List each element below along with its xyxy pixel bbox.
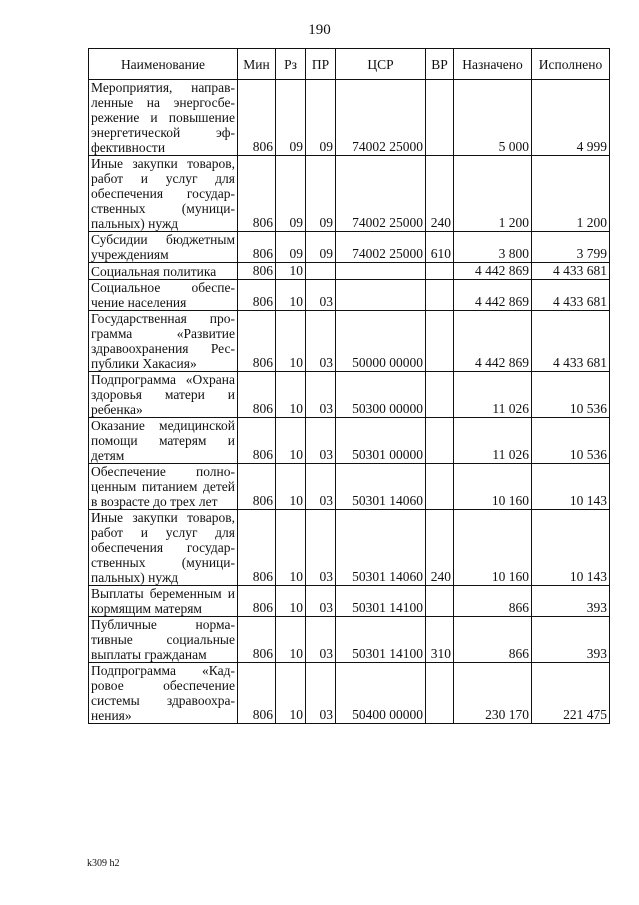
cell-pr: 09 — [306, 156, 336, 232]
cell-assigned: 10 160 — [454, 464, 532, 510]
cell-rz: 10 — [276, 663, 306, 724]
page-number: 190 — [308, 22, 331, 38]
cell-vr — [426, 663, 454, 724]
cell-pr: 03 — [306, 617, 336, 663]
cell-executed: 221 475 — [532, 663, 610, 724]
cell-name: Социальное обеспечение населения — [89, 280, 238, 311]
cell-vr: 310 — [426, 617, 454, 663]
table-row — [89, 156, 610, 232]
cell-assigned: 4 442 869 — [454, 263, 532, 280]
header-csr: ЦСР — [336, 49, 426, 80]
cell-pr — [306, 263, 336, 280]
cell-executed: 4 433 681 — [532, 311, 610, 372]
cell-name: Оказание медицинской помощи матерям и детям — [89, 418, 238, 464]
cell-rz: 09 — [276, 80, 306, 156]
cell-assigned: 230 170 — [454, 663, 532, 724]
cell-csr: 50301 14060 — [336, 464, 426, 510]
cell-pr: 03 — [306, 280, 336, 311]
header-assigned: Назначено — [454, 49, 532, 80]
cell-vr — [426, 263, 454, 280]
cell-executed: 4 999 — [532, 80, 610, 156]
budget-table — [88, 48, 610, 724]
cell-executed: 10 536 — [532, 418, 610, 464]
cell-csr: 74002 25000 — [336, 156, 426, 232]
table-row — [89, 586, 610, 617]
cell-assigned: 866 — [454, 586, 532, 617]
cell-name: Подпрограмма «Охрана здоровья матери и ребенка» — [89, 372, 238, 418]
cell-csr — [336, 263, 426, 280]
cell-name: Подпрограмма «Кадровое обеспечение системы здравоохранения» — [89, 663, 238, 724]
cell-csr: 50301 00000 — [336, 418, 426, 464]
cell-min: 806 — [238, 263, 276, 280]
cell-min: 806 — [238, 232, 276, 263]
cell-name: Иные закупки товаров, работ и услуг для обеспечения государственных (муниципальных) нужд — [89, 510, 238, 586]
header-vr: ВР — [426, 49, 454, 80]
header-name: Наименование — [89, 49, 238, 80]
cell-vr — [426, 80, 454, 156]
cell-rz: 10 — [276, 311, 306, 372]
cell-assigned: 4 442 869 — [454, 280, 532, 311]
header-min: Мин — [238, 49, 276, 80]
table-row — [89, 510, 610, 586]
cell-min: 806 — [238, 510, 276, 586]
cell-assigned: 11 026 — [454, 372, 532, 418]
table-row — [89, 263, 610, 280]
cell-assigned: 5 000 — [454, 80, 532, 156]
cell-vr — [426, 311, 454, 372]
cell-pr: 03 — [306, 663, 336, 724]
cell-min: 806 — [238, 464, 276, 510]
cell-name: Государственная программа «Развитие здравоохранения Республики Хакасия» — [89, 311, 238, 372]
header-executed: Исполнено — [532, 49, 610, 80]
cell-vr — [426, 586, 454, 617]
cell-name: Публичные нормативные социальные выплаты гражданам — [89, 617, 238, 663]
cell-executed: 1 200 — [532, 156, 610, 232]
cell-pr: 03 — [306, 510, 336, 586]
cell-rz: 10 — [276, 418, 306, 464]
cell-name: Субсидии бюджетным учреждениям — [89, 232, 238, 263]
cell-name: Социальная политика — [89, 263, 238, 280]
table-row — [89, 464, 610, 510]
cell-rz: 09 — [276, 232, 306, 263]
cell-min: 806 — [238, 586, 276, 617]
cell-csr: 74002 25000 — [336, 80, 426, 156]
cell-rz: 10 — [276, 263, 306, 280]
table-row — [89, 617, 610, 663]
cell-csr: 50400 00000 — [336, 663, 426, 724]
cell-executed: 10 143 — [532, 464, 610, 510]
cell-vr — [426, 464, 454, 510]
cell-min: 806 — [238, 663, 276, 724]
cell-assigned: 1 200 — [454, 156, 532, 232]
cell-executed: 4 433 681 — [532, 280, 610, 311]
cell-assigned: 4 442 869 — [454, 311, 532, 372]
cell-pr: 03 — [306, 311, 336, 372]
cell-executed: 10 143 — [532, 510, 610, 586]
cell-executed: 4 433 681 — [532, 263, 610, 280]
cell-assigned: 3 800 — [454, 232, 532, 263]
cell-vr — [426, 280, 454, 311]
cell-executed: 393 — [532, 586, 610, 617]
table-row — [89, 311, 610, 372]
cell-min: 806 — [238, 372, 276, 418]
table-row — [89, 280, 610, 311]
header-rz: Рз — [276, 49, 306, 80]
cell-pr: 09 — [306, 80, 336, 156]
cell-min: 806 — [238, 80, 276, 156]
cell-min: 806 — [238, 311, 276, 372]
cell-csr — [336, 280, 426, 311]
cell-assigned: 866 — [454, 617, 532, 663]
cell-min: 806 — [238, 418, 276, 464]
cell-vr — [426, 372, 454, 418]
cell-csr: 50300 00000 — [336, 372, 426, 418]
cell-rz: 10 — [276, 586, 306, 617]
cell-vr: 610 — [426, 232, 454, 263]
cell-vr: 240 — [426, 156, 454, 232]
cell-rz: 10 — [276, 464, 306, 510]
table-row — [89, 663, 610, 724]
header-row — [89, 49, 610, 80]
cell-vr: 240 — [426, 510, 454, 586]
cell-csr: 74002 25000 — [336, 232, 426, 263]
cell-name: Выплаты беременным и кормящим матерям — [89, 586, 238, 617]
cell-rz: 10 — [276, 510, 306, 586]
cell-min: 806 — [238, 280, 276, 311]
cell-pr: 03 — [306, 372, 336, 418]
table-row — [89, 372, 610, 418]
footer-code: k309 h2 — [87, 858, 120, 869]
cell-assigned: 10 160 — [454, 510, 532, 586]
table-row — [89, 418, 610, 464]
cell-name: Иные закупки товаров, работ и услуг для обеспечения государственных (муниципальных) нужд — [89, 156, 238, 232]
cell-pr: 03 — [306, 586, 336, 617]
cell-rz: 10 — [276, 617, 306, 663]
cell-pr: 03 — [306, 464, 336, 510]
cell-csr: 50301 14060 — [336, 510, 426, 586]
cell-name: Мероприятия, направленные на энергосбережение и повышение энергетической эффективности — [89, 80, 238, 156]
cell-min: 806 — [238, 156, 276, 232]
cell-csr: 50301 14100 — [336, 617, 426, 663]
cell-pr: 03 — [306, 418, 336, 464]
cell-csr: 50000 00000 — [336, 311, 426, 372]
table-row — [89, 80, 610, 156]
cell-executed: 3 799 — [532, 232, 610, 263]
cell-name: Обеспечение полноценным питанием детей в возрасте до трех лет — [89, 464, 238, 510]
cell-csr: 50301 14100 — [336, 586, 426, 617]
cell-assigned: 11 026 — [454, 418, 532, 464]
header-pr: ПР — [306, 49, 336, 80]
cell-vr — [426, 418, 454, 464]
cell-min: 806 — [238, 617, 276, 663]
cell-rz: 10 — [276, 280, 306, 311]
cell-executed: 393 — [532, 617, 610, 663]
cell-pr: 09 — [306, 232, 336, 263]
table-row — [89, 232, 610, 263]
cell-executed: 10 536 — [532, 372, 610, 418]
table-body — [89, 80, 610, 724]
cell-rz: 10 — [276, 372, 306, 418]
cell-rz: 09 — [276, 156, 306, 232]
